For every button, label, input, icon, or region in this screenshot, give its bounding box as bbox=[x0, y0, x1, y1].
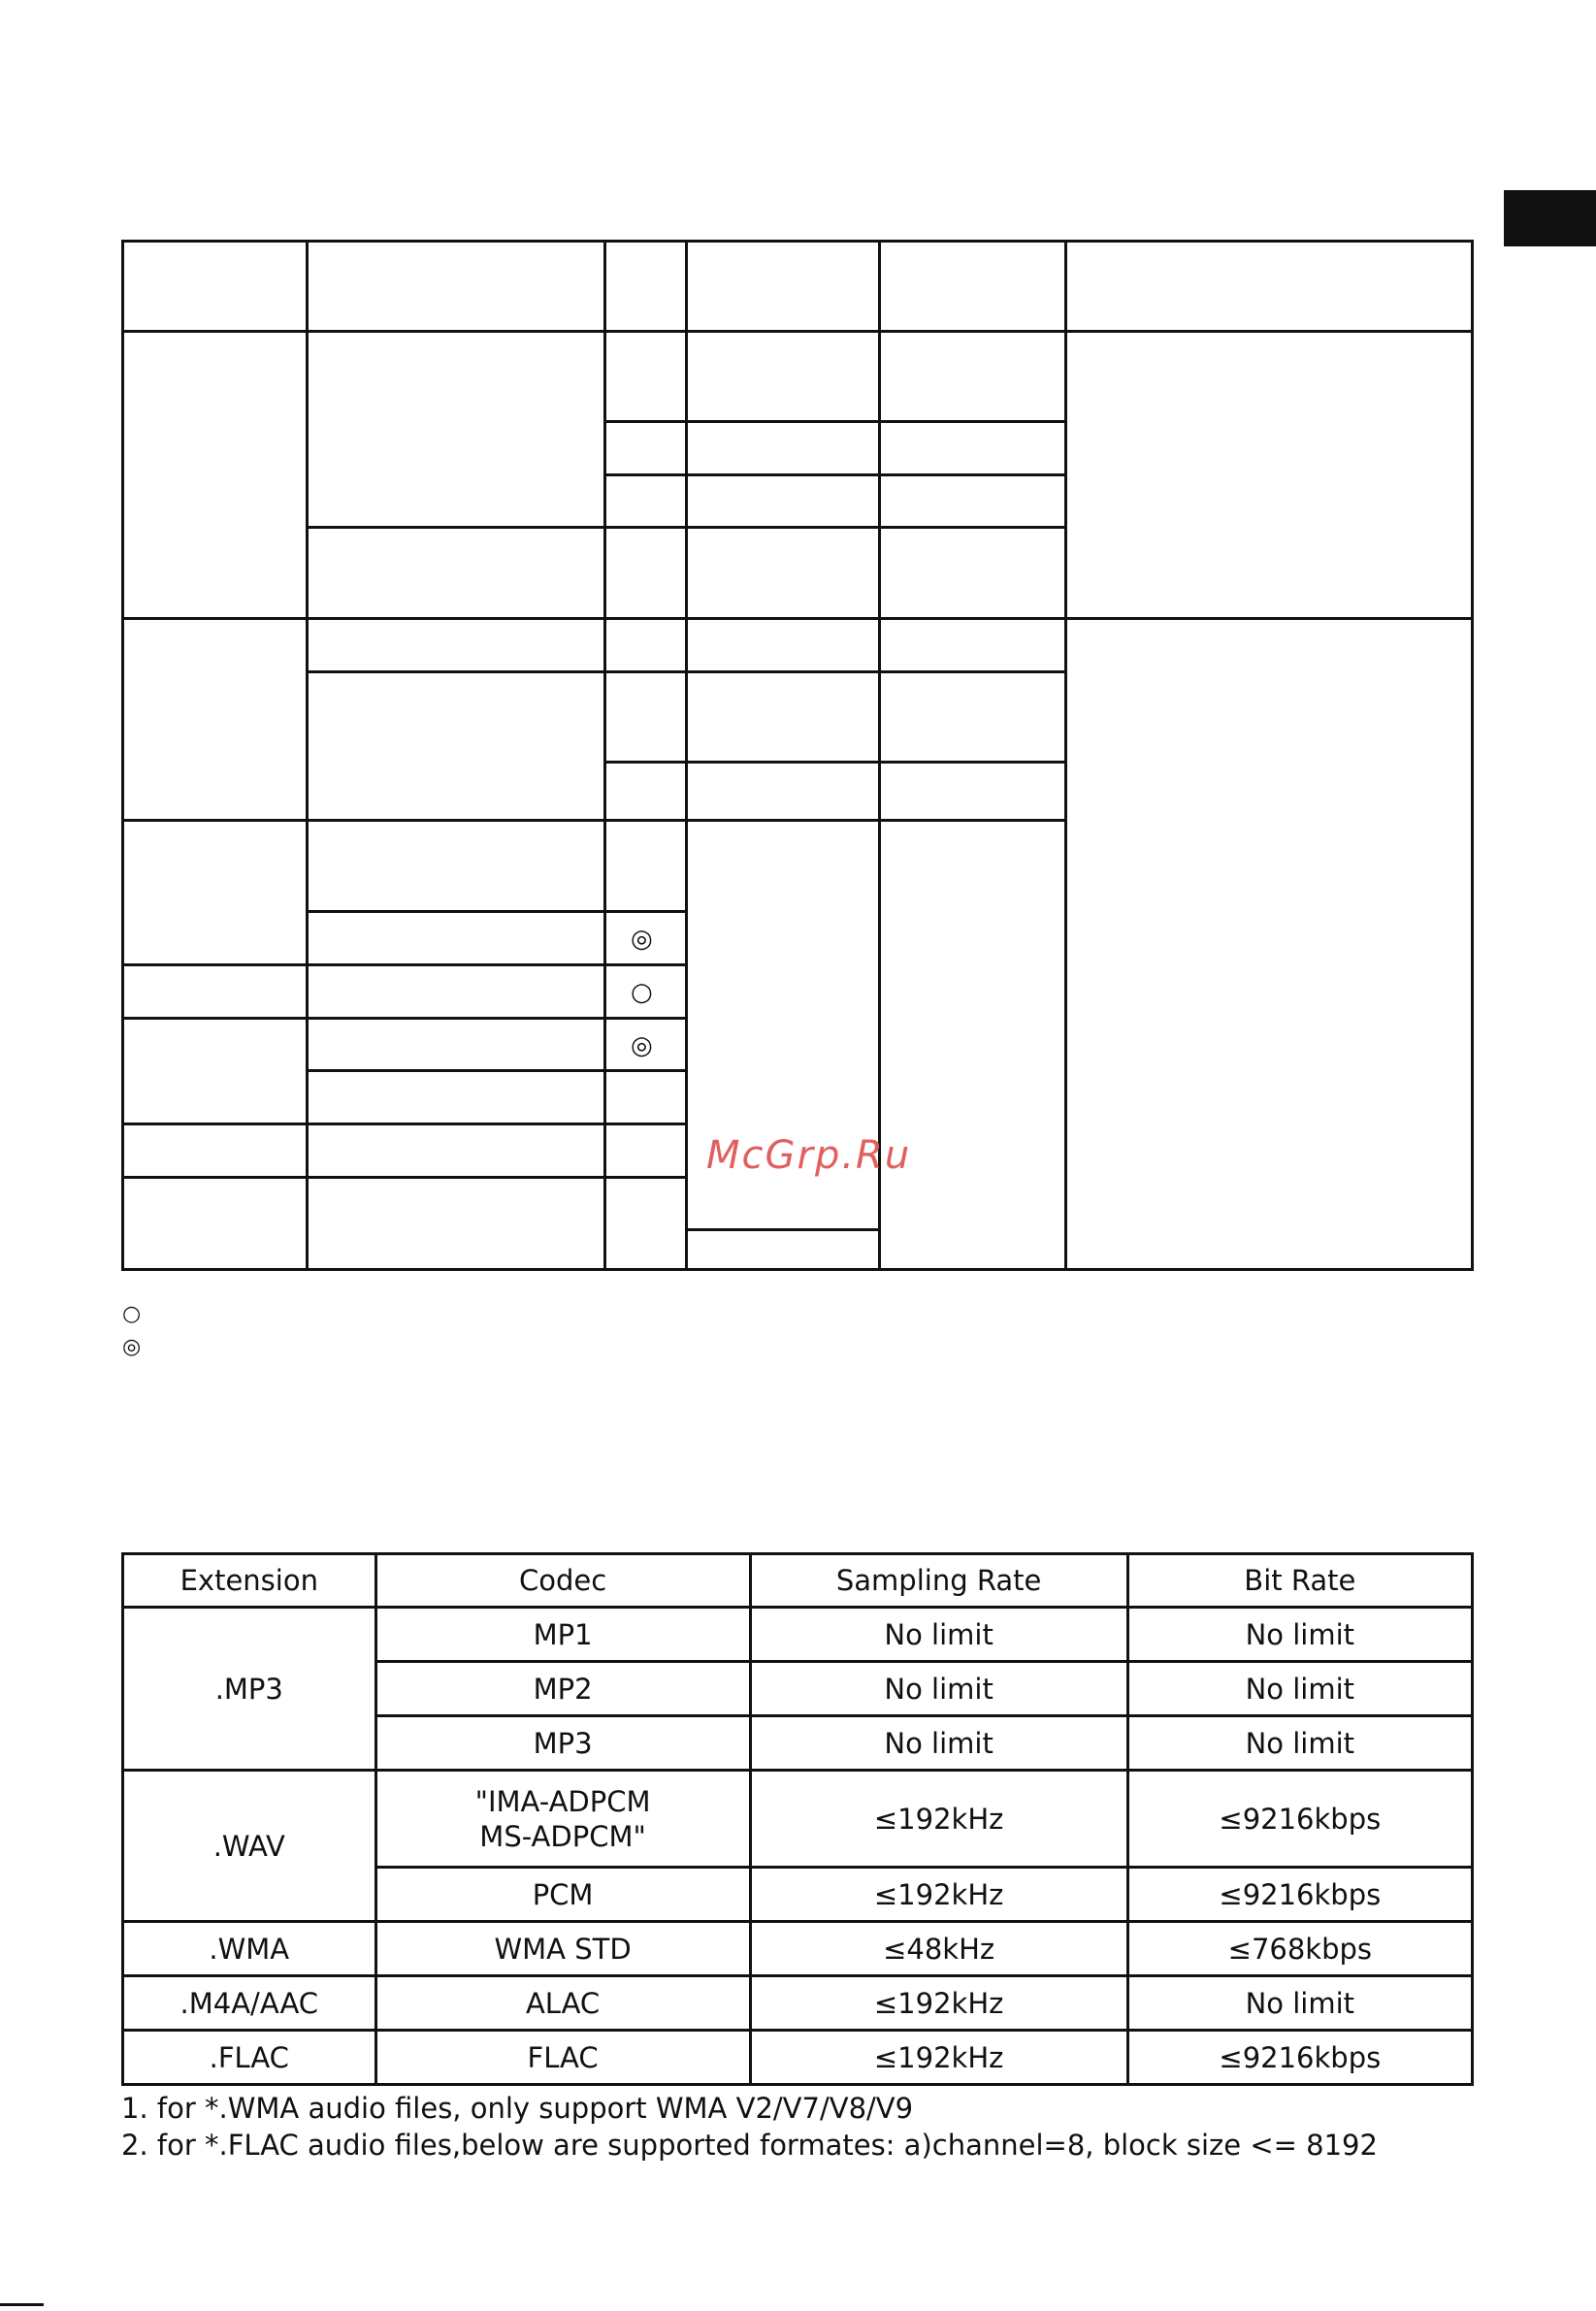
table-header-row bbox=[123, 1554, 1473, 1608]
codec-cell: ALAC bbox=[375, 1976, 750, 2031]
upper-table-border-bottom bbox=[121, 1268, 1474, 1271]
upper-row-line bbox=[685, 1228, 879, 1231]
upper-row-line bbox=[121, 617, 1474, 620]
sampling-rate-cell: No limit bbox=[750, 1716, 1127, 1771]
codec-cell: WMA STD bbox=[375, 1922, 750, 1976]
page-tab-marker bbox=[1504, 190, 1596, 246]
upper-row-line bbox=[121, 1176, 688, 1179]
bit-rate-cell: No limit bbox=[1127, 1608, 1472, 1662]
extension-cell: .WMA bbox=[123, 1922, 376, 1976]
header-bit-rate: Bit Rate bbox=[1127, 1554, 1472, 1608]
format-support-table bbox=[121, 1552, 1474, 2086]
footnotes bbox=[121, 2090, 1378, 2164]
table-row bbox=[123, 2031, 1473, 2085]
upper-row-line bbox=[603, 761, 1067, 764]
extension-cell: .WAV bbox=[123, 1771, 376, 1922]
legend-double-circle-icon: ◎ bbox=[122, 1335, 142, 1359]
upper-table-border-left bbox=[121, 240, 124, 1271]
table-row bbox=[123, 1771, 1473, 1868]
sampling-rate-cell: No limit bbox=[750, 1608, 1127, 1662]
bit-rate-cell: ≤9216kbps bbox=[1127, 1868, 1472, 1922]
sampling-rate-cell: ≤192kHz bbox=[750, 1771, 1127, 1868]
upper-row-line bbox=[121, 963, 688, 966]
extension-cell: .FLAC bbox=[123, 2031, 376, 2085]
table-row bbox=[123, 1608, 1473, 1662]
double-circle-icon: ◎ bbox=[631, 925, 653, 954]
watermark: McGrp.Ru bbox=[706, 1133, 912, 1178]
sampling-rate-cell: No limit bbox=[750, 1662, 1127, 1716]
header-codec: Codec bbox=[375, 1554, 750, 1608]
upper-col-line-4 bbox=[878, 240, 881, 1271]
codec-line: MS-ADPCM" bbox=[479, 1819, 646, 1853]
upper-row-line bbox=[306, 910, 688, 913]
upper-col-line-3 bbox=[685, 240, 688, 1271]
page-corner-mark bbox=[0, 2303, 44, 2306]
codec-line: "IMA-ADPCM bbox=[474, 1784, 651, 1818]
upper-row-line bbox=[603, 473, 1067, 476]
codec-cell: MP2 bbox=[375, 1662, 750, 1716]
single-circle-icon: ○ bbox=[631, 978, 653, 1007]
sampling-rate-cell: ≤48kHz bbox=[750, 1922, 1127, 1976]
bit-rate-cell: No limit bbox=[1127, 1662, 1472, 1716]
codec-cell bbox=[375, 1771, 750, 1868]
upper-row-line bbox=[121, 819, 1067, 822]
footnote: 2. for *.FLAC audio files,below are supported formates: a)channel=8, block size <= 8192 bbox=[121, 2129, 1378, 2162]
bit-rate-cell: ≤768kbps bbox=[1127, 1922, 1472, 1976]
legend-single-circle-icon: ○ bbox=[122, 1302, 142, 1326]
codec-cell: MP3 bbox=[375, 1716, 750, 1771]
extension-cell: .MP3 bbox=[123, 1608, 376, 1771]
double-circle-icon: ◎ bbox=[631, 1031, 653, 1060]
upper-table-border-top bbox=[121, 240, 1474, 243]
upper-row-line bbox=[306, 1069, 688, 1072]
header-extension: Extension bbox=[123, 1554, 376, 1608]
sampling-rate-cell: ≤192kHz bbox=[750, 1976, 1127, 2031]
header-sampling-rate: Sampling Rate bbox=[750, 1554, 1127, 1608]
sampling-rate-cell: ≤192kHz bbox=[750, 2031, 1127, 2085]
table-row bbox=[123, 1922, 1473, 1976]
bit-rate-cell: ≤9216kbps bbox=[1127, 1771, 1472, 1868]
upper-row-line bbox=[121, 1123, 688, 1125]
bit-rate-cell: No limit bbox=[1127, 1716, 1472, 1771]
upper-col-line-2 bbox=[603, 240, 606, 1271]
bit-rate-cell: ≤9216kbps bbox=[1127, 2031, 1472, 2085]
bit-rate-cell: No limit bbox=[1127, 1976, 1472, 2031]
table-row bbox=[123, 1976, 1473, 2031]
codec-cell: FLAC bbox=[375, 2031, 750, 2085]
extension-cell: .M4A/AAC bbox=[123, 1976, 376, 2031]
upper-row-line bbox=[306, 670, 1067, 673]
upper-col-line-5 bbox=[1064, 240, 1067, 1271]
upper-table-border-right bbox=[1471, 240, 1474, 1271]
upper-row-line bbox=[121, 1017, 688, 1020]
sampling-rate-cell: ≤192kHz bbox=[750, 1868, 1127, 1922]
upper-row-line bbox=[306, 526, 1067, 529]
upper-row-line bbox=[603, 420, 1067, 423]
codec-cell: PCM bbox=[375, 1868, 750, 1922]
footnote: 1. for *.WMA audio files, only support WMA V2/V7/V8/V9 bbox=[121, 2092, 914, 2125]
upper-col-line-1 bbox=[306, 240, 309, 1271]
codec-cell: MP1 bbox=[375, 1608, 750, 1662]
upper-row-line bbox=[121, 330, 1474, 333]
